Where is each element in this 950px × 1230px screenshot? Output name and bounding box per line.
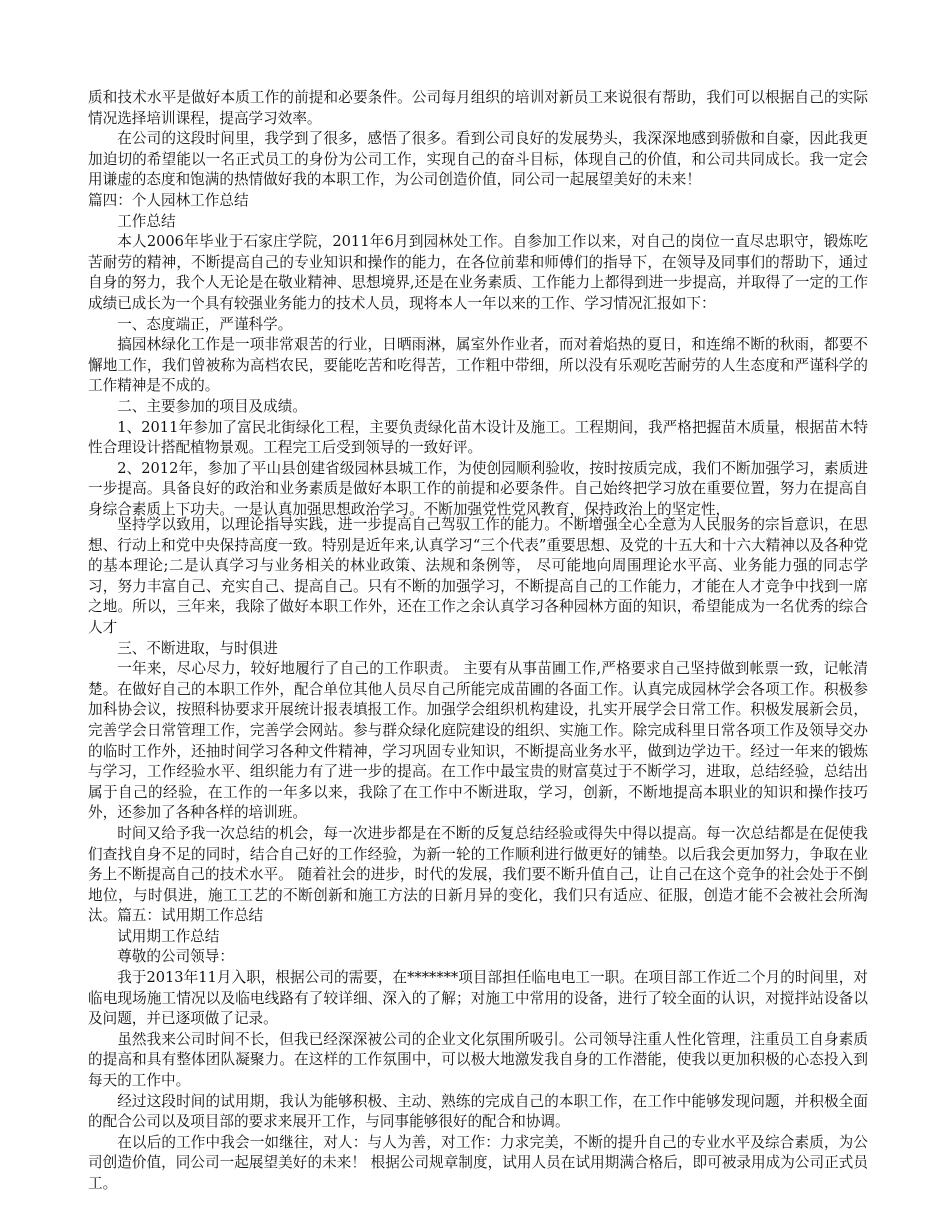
section-heading: 篇四：个人园林工作总结 [88, 191, 249, 209]
text-block-bottom [88, 515, 868, 1195]
paragraph: 我于2013年11月入职，根据公司的需要，在*******项目部担任临电电工一职。在项目部工作近二个月的时间里，对临电现场施工情况以及临电线路有了较详细、深入的了解；对施工中常用的设备，进行了较全面的认识，对搅拌站设备以及问题，并已逐项做了记录。 [88, 969, 868, 1028]
list-heading: 三、不断进取，与时俱进 [117, 639, 278, 657]
paragraph: 搞园林绿化工作是一项非常艰苦的行业，日晒雨淋，属室外作业者，而对着焰热的夏日，和连绵不断的秋雨，都要不懈地工作，我们曾被称为高档农民，要能吃苦和吃得苦，工作粗中带细，所以没有乐观吃苦耐劳的人生态度和严谨科学的工作精神是不成的。 [88, 336, 868, 395]
paragraph: 在以后的工作中我会一如继往，对人：与人为善，对工作：力求完美，不断的提升自己的专业水平及综合素质，为公司创造价值，同公司一起展望美好的未来！ 根据公司规章制度，试用人员在试用期满合格后，即可被录用成为公司正式员工。 [88, 1133, 868, 1192]
paragraph: 坚持学以致用，以理论指导实践，进一步提高自己驾驭工作的能力。不断增强全心全意为人民服务的宗旨意识，在思想、行动上和党中央保持高度一致。特别是近年来,认真学习“三个代表”重要思想、及党的十五大和十六大精神以及各种党的基本理论;二是认真学习与业务相关的林业政策、法规和条例等， 尽可能地向周围理论水平高、业务能力强的同志学习，努力丰富自己、充实自己、提高自己。只有不断的加强学习，不断提高自己的工作能力，才能在人才竞争中找到一席之地。所以，三年来，我除了做好本职工作外，还在工作之余认真学习各种园林方面的知识，希望能成为一名优秀的综合人才 [88, 516, 868, 636]
paragraph: 经过这段时间的试用期，我认为能够积极、主动、熟练的完成自己的本职工作，在工作中能够发现问题，并积极全面的配合公司以及项目部的要求来展开工作，与同事能够很好的配合和协调。 [88, 1092, 868, 1131]
paragraph: 2、2012年，参加了平山县创建省级园林县城工作，为使创园顺利验收，按时按质完成，我们不断加强学习，素质进一步提高。具备良好的政治和业务素质是做好本职工作的前提和必要条件。自己始终把学习放在重要位置，努力在提高自身综合素质上下功夫。一是认真加强思想政治学习。不断加强党性党风教育，保持政治上的坚定性， [88, 459, 868, 518]
section-subheading: 工作总结 [117, 212, 176, 230]
paragraph: 1、2011年参加了富民北街绿化工程，主要负责绿化苗木设计及施工。工程期间，我严格把握苗木质量，根据苗木特性合理设计搭配植物景观。工程完工后受到领导的一致好评。 [88, 418, 868, 457]
paragraph: 本人2006年毕业于石家庄学院，2011年6月到园林处工作。自参加工作以来，对自己的岗位一直尽忠职守，锻炼吃苦耐劳的精神，不断提高自己的专业知识和操作的能力，在各位前辈和师傅们的指导下，在领导及同事们的帮助下，通过自身的努力，我个人无论是在敬业精神、思想境界,还是在业务素质、工作能力上都得到进一步提高，并取得了一定的工作成绩已成长为一个具有较强业务能力的技术人员，现将本人一年以来的工作、学习情况汇报如下： [88, 233, 868, 312]
paragraph: 在公司的这段时间里，我学到了很多，感悟了很多。看到公司良好的发展势头，我深深地感到骄傲和自豪，因此我更加迫切的希望能以一名正式员工的身份为公司工作，实现自己的奋斗目标，体现自己的价值，和公司共同成长。我一定会用谦虚的态度和饱满的热情做好我的本职工作，为公司创造价值，同公司一起展望美好的未来！ [88, 130, 868, 189]
paragraph: 虽然我来公司时间不长，但我已经深深被公司的企业文化氛围所吸引。公司领导注重人性化管理，注重员工自身素质的提高和具有整体团队凝聚力。在这样的工作氛围中，可以极大地激发我自身的工作潜能，使我以更加积极的心态投入到每天的工作中。 [88, 1030, 868, 1090]
section-subheading: 试用期工作总结 [117, 927, 220, 945]
paragraph: 时间又给予我一次总结的机会，每一次进步都是在不断的反复总结经验或得失中得以提高。每一次总结都是在促使我们查找自身不足的同时，结合自己好的工作经验，为新一轮的工作顺利进行做更好的铺垫。以后我会更加努力，争取在业务上不断提高自己的技术水平。 随着社会的进步，时代的发展，我们要不断升值自己，让自己在这个竞争的社会处于不倒地位，与时俱进，施工工艺的不断创新和施工方法的日新月异的变化，我们只有适应、征服，创造才能不会被社会所淘汰。篇五：试用期工作总结 [88, 824, 868, 925]
salutation: 尊敬的公司领导： [117, 948, 234, 966]
paragraph: 质和技术水平是做好本质工作的前提和必要条件。公司每月组织的培训对新员工来说很有帮助，我们可以根据自己的实际情况选择培训课程，提高学习效率。 [88, 89, 868, 127]
text-block-top [88, 88, 868, 520]
list-heading: 一、态度端正，严谨科学。 [117, 315, 293, 333]
list-heading: 二、主要参加的项目及成绩。 [117, 397, 307, 415]
paragraph: 一年来，尽心尽力，较好地履行了自己的工作职责。 主要有从事苗圃工作,严格要求自己坚持做到帐票一致，记帐清楚。在做好自己的本职工作外，配合单位其他人员尽自己所能完成苗圃的各面工作。认真完成园林学会各项工作。积极参加科协会议，按照科协要求开展统计报表填报工作。加强学会组织机构建设，扎实开展学会日常工作。积极发展新会员，完善学会日常管理工作，完善学会网站。参与群众绿化庭院建设的组织、实施工作。除完成科里日常各项工作及领导交办的临时工作外，还抽时间学习各种文件精神，学习巩固专业知识，不断提高业务水平，做到边学边干。经过一年来的锻炼与学习，工作经验水平、组织能力有了进一步的提高。在工作中最宝贵的财富莫过于不断学习，进取，总结经验，总结出属于自己的经验，在工作的一年多以来，我除了在工作中不断进取，学习，创新，不断地提高本职业的知识和操作技巧外，还参加了各种各样的培训班。 [88, 660, 868, 822]
